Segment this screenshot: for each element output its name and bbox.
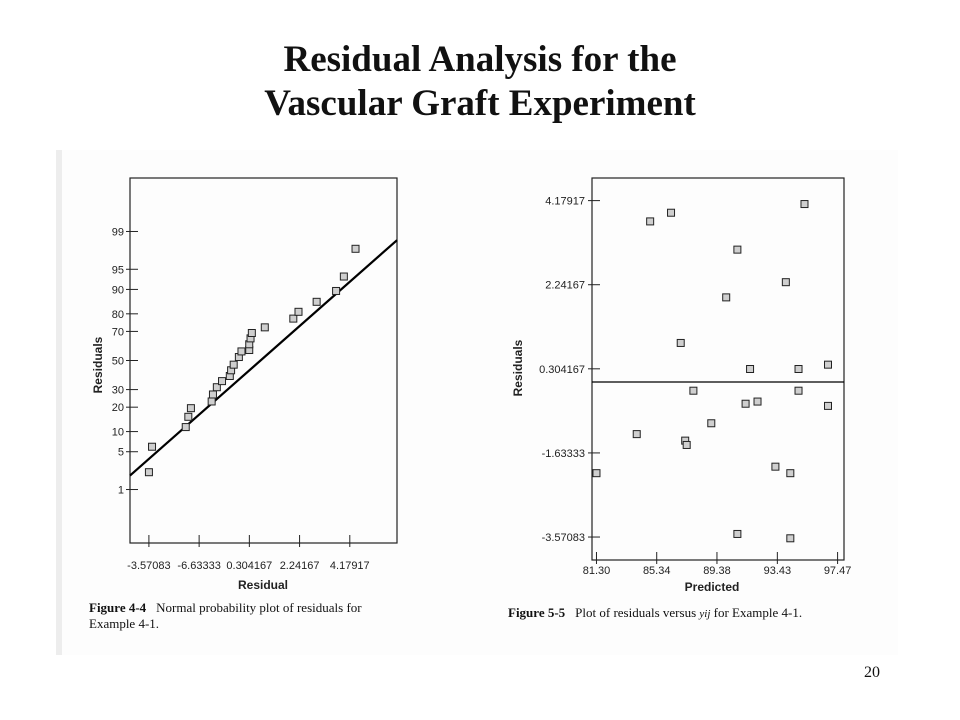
plot1-x-tick-label: 4.17917: [329, 560, 370, 572]
plot2-point: [795, 387, 802, 394]
plot1-y-tick-label: 80: [111, 308, 124, 321]
plot2-y-axis-label: Residuals: [511, 339, 525, 397]
plot2-point: [647, 218, 654, 225]
plot1-x-tick-label: -6.63333: [177, 560, 221, 572]
plot2-point: [795, 366, 802, 373]
plot1-y-tick-label: 50: [111, 355, 124, 368]
figure-5-5-label: Figure 5-5: [508, 605, 566, 620]
plot2-point: [754, 398, 761, 405]
plot1-x-axis-label: Residual: [237, 578, 289, 592]
plot2-point: [747, 366, 754, 373]
plot1-point: [352, 245, 359, 252]
plot2-point: [633, 431, 640, 438]
y-hat-symbol: yij: [699, 608, 711, 620]
plot2-y-tick-label: 4.17917: [545, 195, 585, 208]
plot1-point: [219, 378, 226, 385]
plot2-point: [593, 470, 600, 477]
title-line-1: Residual Analysis for the: [283, 39, 677, 80]
plot1-y-tick-label: 20: [111, 402, 124, 415]
plot2-point: [734, 246, 741, 253]
plot2-y-tick-label: 2.24167: [545, 279, 585, 292]
plot1-point: [145, 469, 152, 476]
plot1-point: [261, 324, 268, 331]
plot1-y-tick-label: 90: [111, 284, 124, 297]
plot2-y-tick-label: -1.63333: [541, 447, 585, 460]
plot2-point: [782, 279, 789, 286]
plot1-point: [149, 443, 156, 450]
plot2-point: [734, 530, 741, 537]
plot1-frame: [130, 178, 397, 543]
plot1-point: [340, 273, 347, 280]
plot1-y-tick-label: 1: [117, 484, 124, 497]
figure-4-4-caption: [89, 600, 409, 632]
plot2-x-tick-label: 93.43: [763, 565, 792, 577]
plot1-point: [230, 361, 237, 368]
plot2-point: [683, 441, 690, 448]
plot2-point: [801, 201, 808, 208]
plot2-point: [787, 470, 794, 477]
plot1-point: [333, 287, 340, 294]
residuals-vs-predicted-plot: [511, 178, 851, 594]
plot2-point: [708, 420, 715, 427]
plot2-point: [668, 209, 675, 216]
plot1-point: [313, 298, 320, 305]
plot1-point: [209, 391, 216, 398]
plot1-x-tick-label: 0.304167: [226, 560, 273, 572]
plot1-point: [182, 424, 189, 431]
plot1-y-tick-label: 5: [117, 446, 124, 459]
plot2-point: [677, 339, 684, 346]
figure-5-5-text-before: Plot of residuals versus: [575, 605, 697, 620]
plot2-point: [690, 387, 697, 394]
plot2-point: [825, 402, 832, 409]
plot1-point: [290, 315, 297, 322]
title-line-2: Vascular Graft Experiment: [264, 83, 696, 124]
plot2-point: [723, 294, 730, 301]
figure-5-5-text-after: for Example 4-1.: [713, 605, 803, 620]
plot1-y-tick-label: 10: [111, 426, 124, 439]
plot1-y-tick-label: 30: [111, 384, 124, 397]
plot1-y-tick-label: 70: [111, 326, 124, 339]
plot2-point: [787, 535, 794, 542]
plot2-point: [772, 463, 779, 470]
figure-5-5-caption: [508, 605, 868, 622]
plot2-x-tick-label: 97.47: [823, 565, 852, 577]
plot2-point: [742, 400, 749, 407]
plot2-x-tick-label: 89.38: [703, 565, 731, 577]
plot2-x-axis-label: Predicted: [684, 580, 740, 594]
plot1-y-axis-label: Residuals: [91, 336, 105, 394]
page-number: 20: [864, 664, 880, 681]
plot2-y-tick-label: 0.304167: [539, 363, 585, 376]
plot1-x-tick-label: -3.57083: [127, 560, 171, 572]
plot2-x-tick-label: 81.30: [582, 565, 611, 577]
plot2-x-tick-label: 85.34: [642, 565, 671, 577]
plot1-point: [238, 348, 245, 355]
plot1-y-tick-label: 99: [111, 226, 124, 239]
normal-probability-plot: [91, 178, 397, 592]
plot1-fit-line: [130, 240, 397, 475]
figure-4-4-text: Normal probability plot of residuals for Example 4-1.: [89, 600, 362, 631]
plot1-point: [295, 308, 302, 315]
plot2-point: [825, 361, 832, 368]
plot2-y-tick-label: -3.57083: [541, 532, 585, 545]
plot1-point: [208, 398, 215, 405]
plot1-point: [248, 329, 255, 336]
plot1-point: [187, 405, 194, 412]
plot1-y-tick-label: 95: [111, 264, 124, 277]
figure-4-4-label: Figure 4-4: [89, 600, 147, 615]
plot1-point: [185, 413, 192, 420]
plot2-frame: [592, 178, 844, 560]
plot1-x-tick-label: 2.24167: [279, 560, 320, 572]
